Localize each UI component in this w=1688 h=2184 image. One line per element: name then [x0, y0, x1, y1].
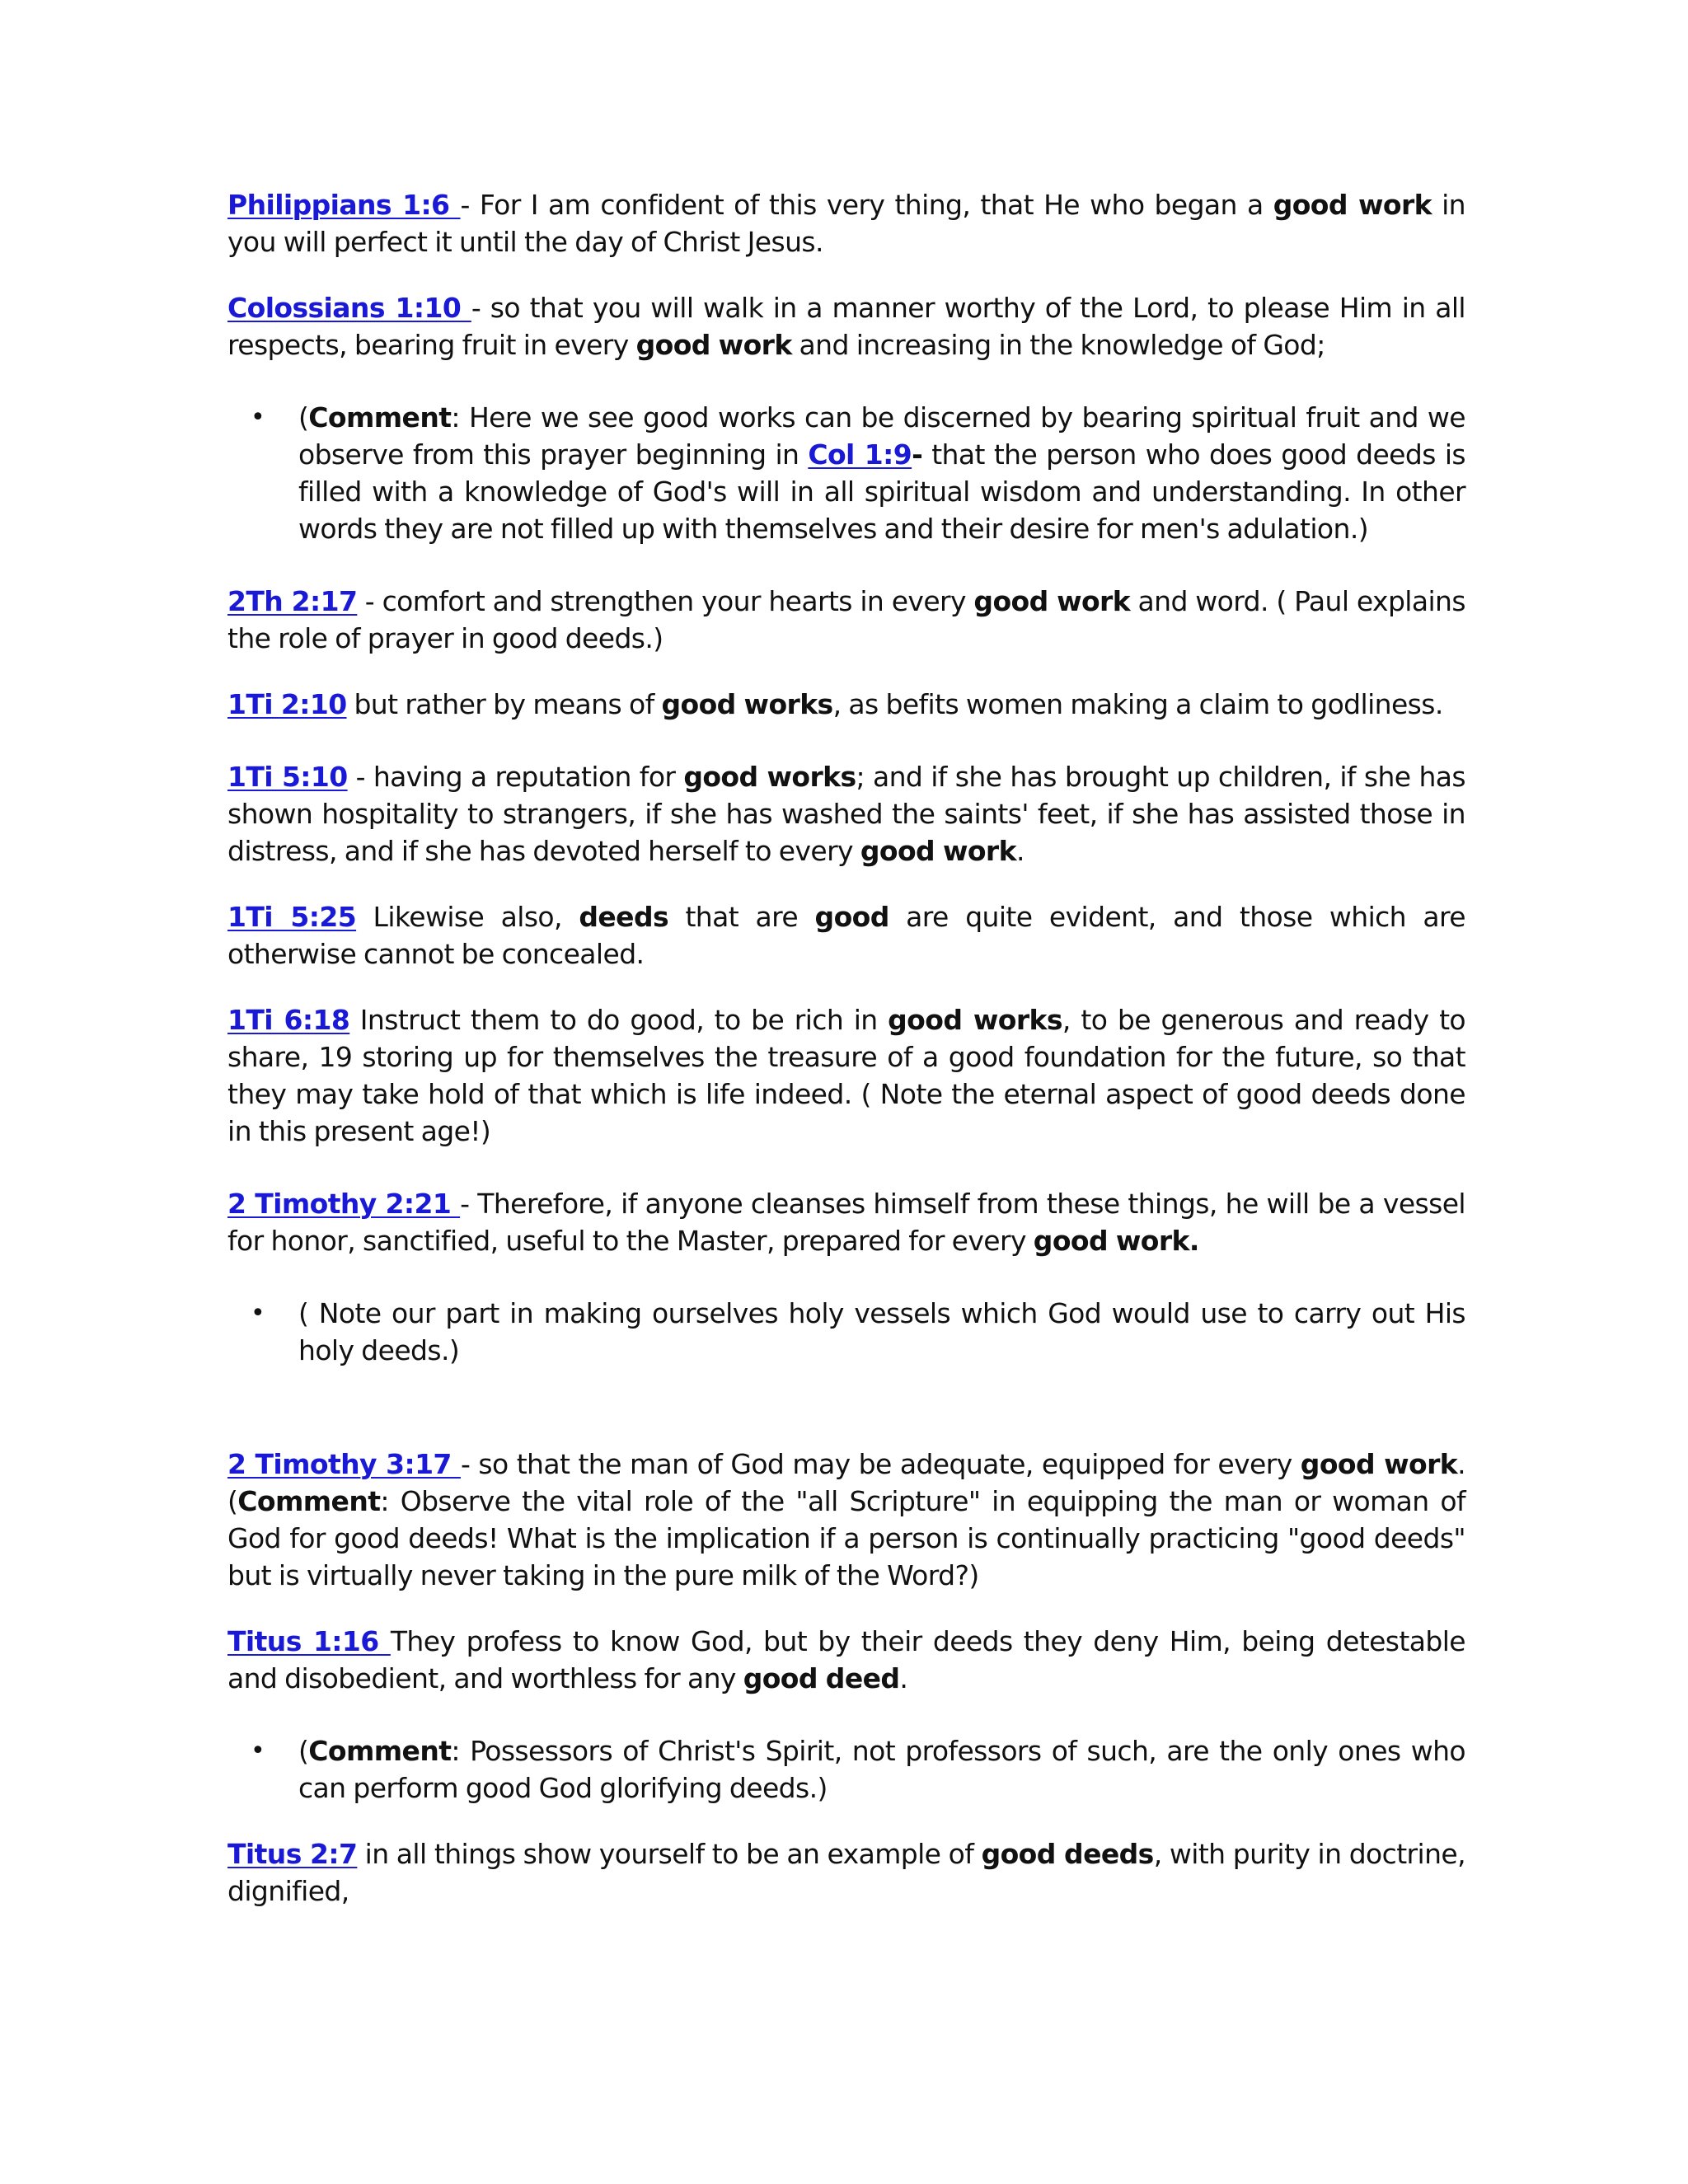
verse-1ti-6-18: 1Ti 6:18 Instruct them to do good, to be rich in good works, to be generous and ready to share, 19 storing up for themselves the treasure of a good foundation for the future, so that they may take hold of that which is life indeed. ( Note the eternal aspect of good deeds done in this present age!)	[227, 1004, 1465, 1147]
verse-2th-2-17: 2Th 2:17 - comfort and strengthen your hearts in every good work and word. ( Paul explains the role of prayer in good deeds.)	[227, 585, 1465, 654]
verse-colossians-1-10: Colossians 1:10 - so that you will walk in a manner worthy of the Lord, to please Him in all respects, bearing fruit in every good work and increasing in the knowledge of God;	[227, 292, 1466, 361]
scripture-link[interactable]: 2 Timothy 2:21	[227, 1188, 461, 1220]
verse-philippians-1-6: Philippians 1:6 - For I am confident of this very thing, that He who began a good work in you will perfect it until the day of Christ Jesus.	[227, 189, 1465, 258]
verse-2-timothy-2-21: 2 Timothy 2:21 - Therefore, if anyone cleanses himself from these things, he will be a vessel for honor, sanctified, useful to the Master, prepared for every good work.	[227, 1188, 1465, 1257]
verse-1ti-5-10: 1Ti 5:10 - having a reputation for good works; and if she has brought up children, if she has shown hospitality to strangers, if she has washed the saints' feet, if she has assisted those in distress, and if she has devoted herself to every good work.	[227, 761, 1465, 867]
scripture-link[interactable]: Colossians 1:10	[227, 292, 471, 324]
scripture-link[interactable]: 1Ti 5:25	[227, 901, 357, 933]
scripture-link[interactable]: 1Ti 6:18	[227, 1004, 350, 1036]
bullet-icon: •	[251, 1736, 265, 1765]
scripture-link[interactable]: Titus 2:7	[227, 1838, 358, 1870]
verse-1ti-5-25: 1Ti 5:25 Likewise also, deeds that are good are quite evident, and those which are otherwise cannot be concealed.	[227, 901, 1466, 970]
scripture-link[interactable]: Philippians 1:6	[227, 189, 461, 221]
scripture-link[interactable]: Titus 1:16	[227, 1625, 391, 1657]
verse-2-timothy-3-17: 2 Timothy 3:17 - so that the man of God may be adequate, equipped for every good work. (Comment: Observe the vital role of the "all Scripture" in equipping the man or woman of God for good deeds! What is the implication if a person is continually practicing "good deeds" but is virtually never taking in the pure milk of the Word?)	[227, 1448, 1465, 1591]
scripture-link[interactable]: 1Ti 2:10	[227, 688, 347, 720]
scripture-link[interactable]: 1Ti 5:10	[227, 761, 348, 793]
verse-titus-2-7: Titus 2:7 in all things show yourself to be an example of good deeds, with purity in doctrine, dignified,	[227, 1838, 1465, 1907]
bullet-icon: •	[251, 403, 265, 432]
scripture-link[interactable]: 2Th 2:17	[227, 585, 358, 617]
scripture-link[interactable]: 2 Timothy 3:17	[227, 1448, 461, 1480]
scripture-link[interactable]: Col 1:9	[808, 438, 912, 471]
document-page	[227, 186, 1465, 1938]
verse-1ti-2-10: 1Ti 2:10 but rather by means of good works, as befits women making a claim to godliness.	[227, 688, 1443, 720]
note-bullet: • ( Note our part in making ourselves holy vessels which God would use to carry out His holy deeds.)	[227, 1295, 1465, 1369]
comment-bullet: • (Comment: Here we see good works can be discerned by bearing spiritual fruit and we observe from this prayer beginning in Col 1:9- that the person who does good deeds is filled with a knowledge of God's will in all spiritual wisdom and understanding. In other words they are not filled up with themselves and their desire for men's adulation.)	[227, 399, 1465, 547]
comment-bullet: • (Comment: Possessors of Christ's Spirit, not professors of such, are the only ones who can perform good God glorifying deeds.)	[227, 1732, 1465, 1807]
verse-titus-1-16: Titus 1:16 They profess to know God, but by their deeds they deny Him, being detestable and disobedient, and worthless for any good deed.	[227, 1625, 1465, 1694]
bullet-icon: •	[251, 1299, 265, 1328]
